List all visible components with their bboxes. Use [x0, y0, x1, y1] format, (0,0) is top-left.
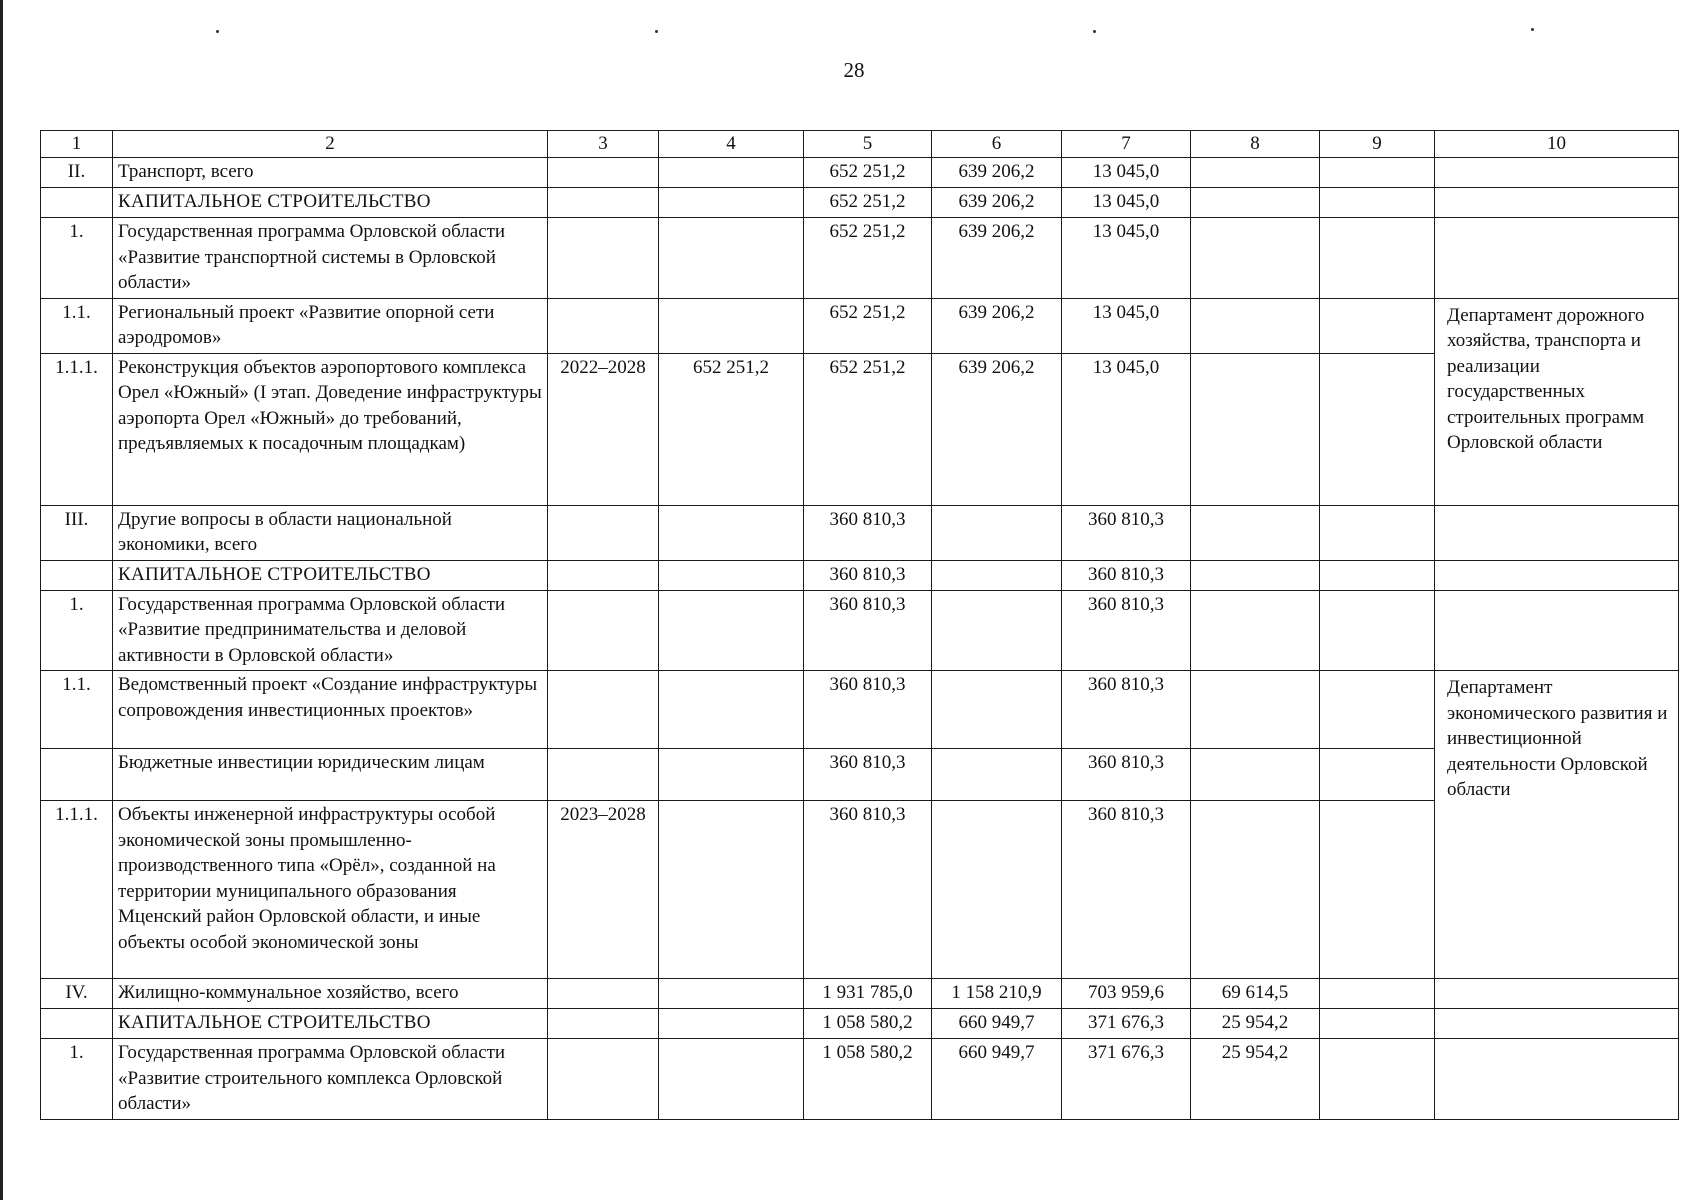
row-department: [1435, 218, 1679, 299]
column-header: 9: [1320, 131, 1435, 158]
row-value-6: 660 949,7: [932, 1009, 1062, 1039]
row-value-5: 652 251,2: [804, 218, 932, 299]
row-value-7: 13 045,0: [1062, 218, 1191, 299]
row-name: Транспорт, всего: [113, 158, 548, 188]
row-value-5: 1 058 580,2: [804, 1039, 932, 1120]
row-cost: [659, 801, 804, 979]
row-value-9: [1320, 218, 1435, 299]
row-name: КАПИТАЛЬНОЕ СТРОИТЕЛЬСТВО: [113, 560, 548, 590]
row-value-6: 639 206,2: [932, 353, 1062, 505]
row-number: 1.: [41, 218, 113, 299]
row-value-9: [1320, 979, 1435, 1009]
row-department: [1435, 979, 1679, 1009]
department-economic: Департамент экономического развития и инвестиционной деятельности Орловской области: [1435, 671, 1679, 979]
row-period: [548, 218, 659, 299]
row-value-9: [1320, 560, 1435, 590]
row-cost: [659, 1009, 804, 1039]
row-value-8: 69 614,5: [1191, 979, 1320, 1009]
row-name: Бюджетные инвестиции юридическим лицам: [113, 749, 548, 801]
row-period: [548, 979, 659, 1009]
row-value-7: 13 045,0: [1062, 188, 1191, 218]
row-period: [548, 560, 659, 590]
row-cost: [659, 298, 804, 353]
row-cost: [659, 1039, 804, 1120]
row-department: [1435, 1039, 1679, 1120]
row-value-8: [1191, 749, 1320, 801]
row-value-6: 660 949,7: [932, 1039, 1062, 1120]
table-row: [41, 590, 1679, 671]
row-period: [548, 1039, 659, 1120]
row-name: КАПИТАЛЬНОЕ СТРОИТЕЛЬСТВО: [113, 1009, 548, 1039]
row-value-5: 360 810,3: [804, 560, 932, 590]
row-number: 1.1.: [41, 671, 113, 749]
row-cost: [659, 749, 804, 801]
column-header: 8: [1191, 131, 1320, 158]
row-department: [1435, 1009, 1679, 1039]
table-row: [41, 671, 1679, 749]
table-row: [41, 1009, 1679, 1039]
scan-speck: [1093, 30, 1096, 33]
table-row: [41, 353, 1679, 505]
row-value-5: 360 810,3: [804, 749, 932, 801]
row-value-6: 639 206,2: [932, 218, 1062, 299]
row-value-8: [1191, 671, 1320, 749]
row-name: КАПИТАЛЬНОЕ СТРОИТЕЛЬСТВО: [113, 188, 548, 218]
row-value-5: 652 251,2: [804, 298, 932, 353]
row-period: 2023–2028: [548, 801, 659, 979]
scan-speck: [655, 30, 658, 33]
row-period: [548, 298, 659, 353]
page-number: 28: [843, 58, 865, 82]
row-value-7: 371 676,3: [1062, 1009, 1191, 1039]
row-name: Государственная программа Орловской области «Развитие предпринимательства и деловой активности в Орловской области»: [113, 590, 548, 671]
row-cost: [659, 188, 804, 218]
row-value-8: [1191, 353, 1320, 505]
row-value-7: 360 810,3: [1062, 560, 1191, 590]
row-period: [548, 158, 659, 188]
row-value-5: 1 931 785,0: [804, 979, 932, 1009]
row-value-9: [1320, 1039, 1435, 1120]
row-value-6: 639 206,2: [932, 188, 1062, 218]
row-value-6: 639 206,2: [932, 158, 1062, 188]
table-row: [41, 979, 1679, 1009]
column-header: 4: [659, 131, 804, 158]
row-name: Региональный проект «Развитие опорной сети аэродромов»: [113, 298, 548, 353]
column-header: 6: [932, 131, 1062, 158]
row-number: 1.: [41, 590, 113, 671]
row-value-5: 360 810,3: [804, 671, 932, 749]
row-value-6: [932, 590, 1062, 671]
row-value-6: [932, 801, 1062, 979]
row-value-6: [932, 505, 1062, 560]
row-value-7: 703 959,6: [1062, 979, 1191, 1009]
row-name: Государственная программа Орловской области «Развитие транспортной системы в Орловской области»: [113, 218, 548, 299]
row-value-5: 1 058 580,2: [804, 1009, 932, 1039]
row-cost: [659, 218, 804, 299]
row-value-7: 360 810,3: [1062, 801, 1191, 979]
row-department: [1435, 560, 1679, 590]
row-number: [41, 1009, 113, 1039]
row-value-8: [1191, 158, 1320, 188]
row-name: Объекты инженерной инфраструктуры особой экономической зоны промышленно-производственного типа «Орёл», созданной на территории муниципального образования Мценский район Орловской области, и иные объекты особой экономической зоны: [113, 801, 548, 979]
column-header: 5: [804, 131, 932, 158]
row-value-6: [932, 671, 1062, 749]
row-value-8: [1191, 218, 1320, 299]
row-value-5: 652 251,2: [804, 188, 932, 218]
row-value-7: 360 810,3: [1062, 749, 1191, 801]
column-number-row: [41, 131, 1679, 158]
row-value-9: [1320, 298, 1435, 353]
row-cost: [659, 158, 804, 188]
row-value-9: [1320, 353, 1435, 505]
row-period: [548, 590, 659, 671]
row-number: IV.: [41, 979, 113, 1009]
row-value-6: [932, 560, 1062, 590]
row-value-7: 360 810,3: [1062, 590, 1191, 671]
row-value-8: 25 954,2: [1191, 1039, 1320, 1120]
row-value-7: 13 045,0: [1062, 298, 1191, 353]
row-value-9: [1320, 801, 1435, 979]
column-header: 7: [1062, 131, 1191, 158]
row-period: [548, 188, 659, 218]
row-name: Реконструкция объектов аэропортового комплекса Орел «Южный» (I этап. Доведение инфраструктуры аэропорта Орел «Южный» до требований, предъявляемых к посадочным площадкам): [113, 353, 548, 505]
row-period: [548, 749, 659, 801]
column-header: 10: [1435, 131, 1679, 158]
row-number: [41, 188, 113, 218]
row-value-5: 652 251,2: [804, 353, 932, 505]
table-row: [41, 801, 1679, 979]
scan-left-edge: [0, 0, 3, 1200]
row-period: [548, 505, 659, 560]
row-value-9: [1320, 671, 1435, 749]
row-value-7: 360 810,3: [1062, 671, 1191, 749]
row-value-7: 13 045,0: [1062, 353, 1191, 505]
row-number: 1.1.1.: [41, 801, 113, 979]
row-cost: 652 251,2: [659, 353, 804, 505]
row-value-9: [1320, 590, 1435, 671]
column-header: 2: [113, 131, 548, 158]
row-period: 2022–2028: [548, 353, 659, 505]
capital-construction-table: [40, 130, 1679, 1120]
row-number: [41, 749, 113, 801]
row-name: Жилищно-коммунальное хозяйство, всего: [113, 979, 548, 1009]
row-period: [548, 1009, 659, 1039]
column-header: 1: [41, 131, 113, 158]
row-value-6: [932, 749, 1062, 801]
row-cost: [659, 505, 804, 560]
row-value-5: 360 810,3: [804, 590, 932, 671]
table-row: [41, 560, 1679, 590]
row-value-5: 652 251,2: [804, 158, 932, 188]
row-value-7: 371 676,3: [1062, 1039, 1191, 1120]
row-value-9: [1320, 749, 1435, 801]
table-row: [41, 158, 1679, 188]
row-period: [548, 671, 659, 749]
row-name: Государственная программа Орловской области «Развитие строительного комплекса Орловской области»: [113, 1039, 548, 1120]
row-value-6: 639 206,2: [932, 298, 1062, 353]
row-value-8: [1191, 560, 1320, 590]
row-cost: [659, 671, 804, 749]
row-department: [1435, 590, 1679, 671]
row-department: [1435, 505, 1679, 560]
row-name: Другие вопросы в области национальной экономики, всего: [113, 505, 548, 560]
row-value-8: [1191, 801, 1320, 979]
scan-speck: [1531, 28, 1534, 31]
department-transport: Департамент дорожного хозяйства, транспорта и реализации государственных строительных программ Орловской области: [1435, 298, 1679, 505]
row-number: 1.: [41, 1039, 113, 1120]
row-value-5: 360 810,3: [804, 505, 932, 560]
row-value-5: 360 810,3: [804, 801, 932, 979]
row-value-8: [1191, 505, 1320, 560]
row-value-9: [1320, 188, 1435, 218]
row-number: 1.1.1.: [41, 353, 113, 505]
column-header: 3: [548, 131, 659, 158]
row-department: [1435, 158, 1679, 188]
table-row: [41, 505, 1679, 560]
row-cost: [659, 560, 804, 590]
table-row: [41, 1039, 1679, 1120]
table-row: [41, 298, 1679, 353]
row-number: [41, 560, 113, 590]
table-row: [41, 218, 1679, 299]
row-department: [1435, 188, 1679, 218]
row-number: II.: [41, 158, 113, 188]
table-row: [41, 188, 1679, 218]
row-cost: [659, 979, 804, 1009]
row-value-8: [1191, 298, 1320, 353]
row-value-8: 25 954,2: [1191, 1009, 1320, 1039]
row-value-7: 13 045,0: [1062, 158, 1191, 188]
row-name: Ведомственный проект «Создание инфраструктуры сопровождения инвестиционных проектов»: [113, 671, 548, 749]
row-cost: [659, 590, 804, 671]
row-value-9: [1320, 505, 1435, 560]
row-value-9: [1320, 158, 1435, 188]
row-value-8: [1191, 590, 1320, 671]
scan-speck: [216, 30, 219, 33]
row-value-8: [1191, 188, 1320, 218]
row-value-6: 1 158 210,9: [932, 979, 1062, 1009]
table-row: [41, 749, 1679, 801]
row-number: 1.1.: [41, 298, 113, 353]
row-value-9: [1320, 1009, 1435, 1039]
row-value-7: 360 810,3: [1062, 505, 1191, 560]
row-number: III.: [41, 505, 113, 560]
